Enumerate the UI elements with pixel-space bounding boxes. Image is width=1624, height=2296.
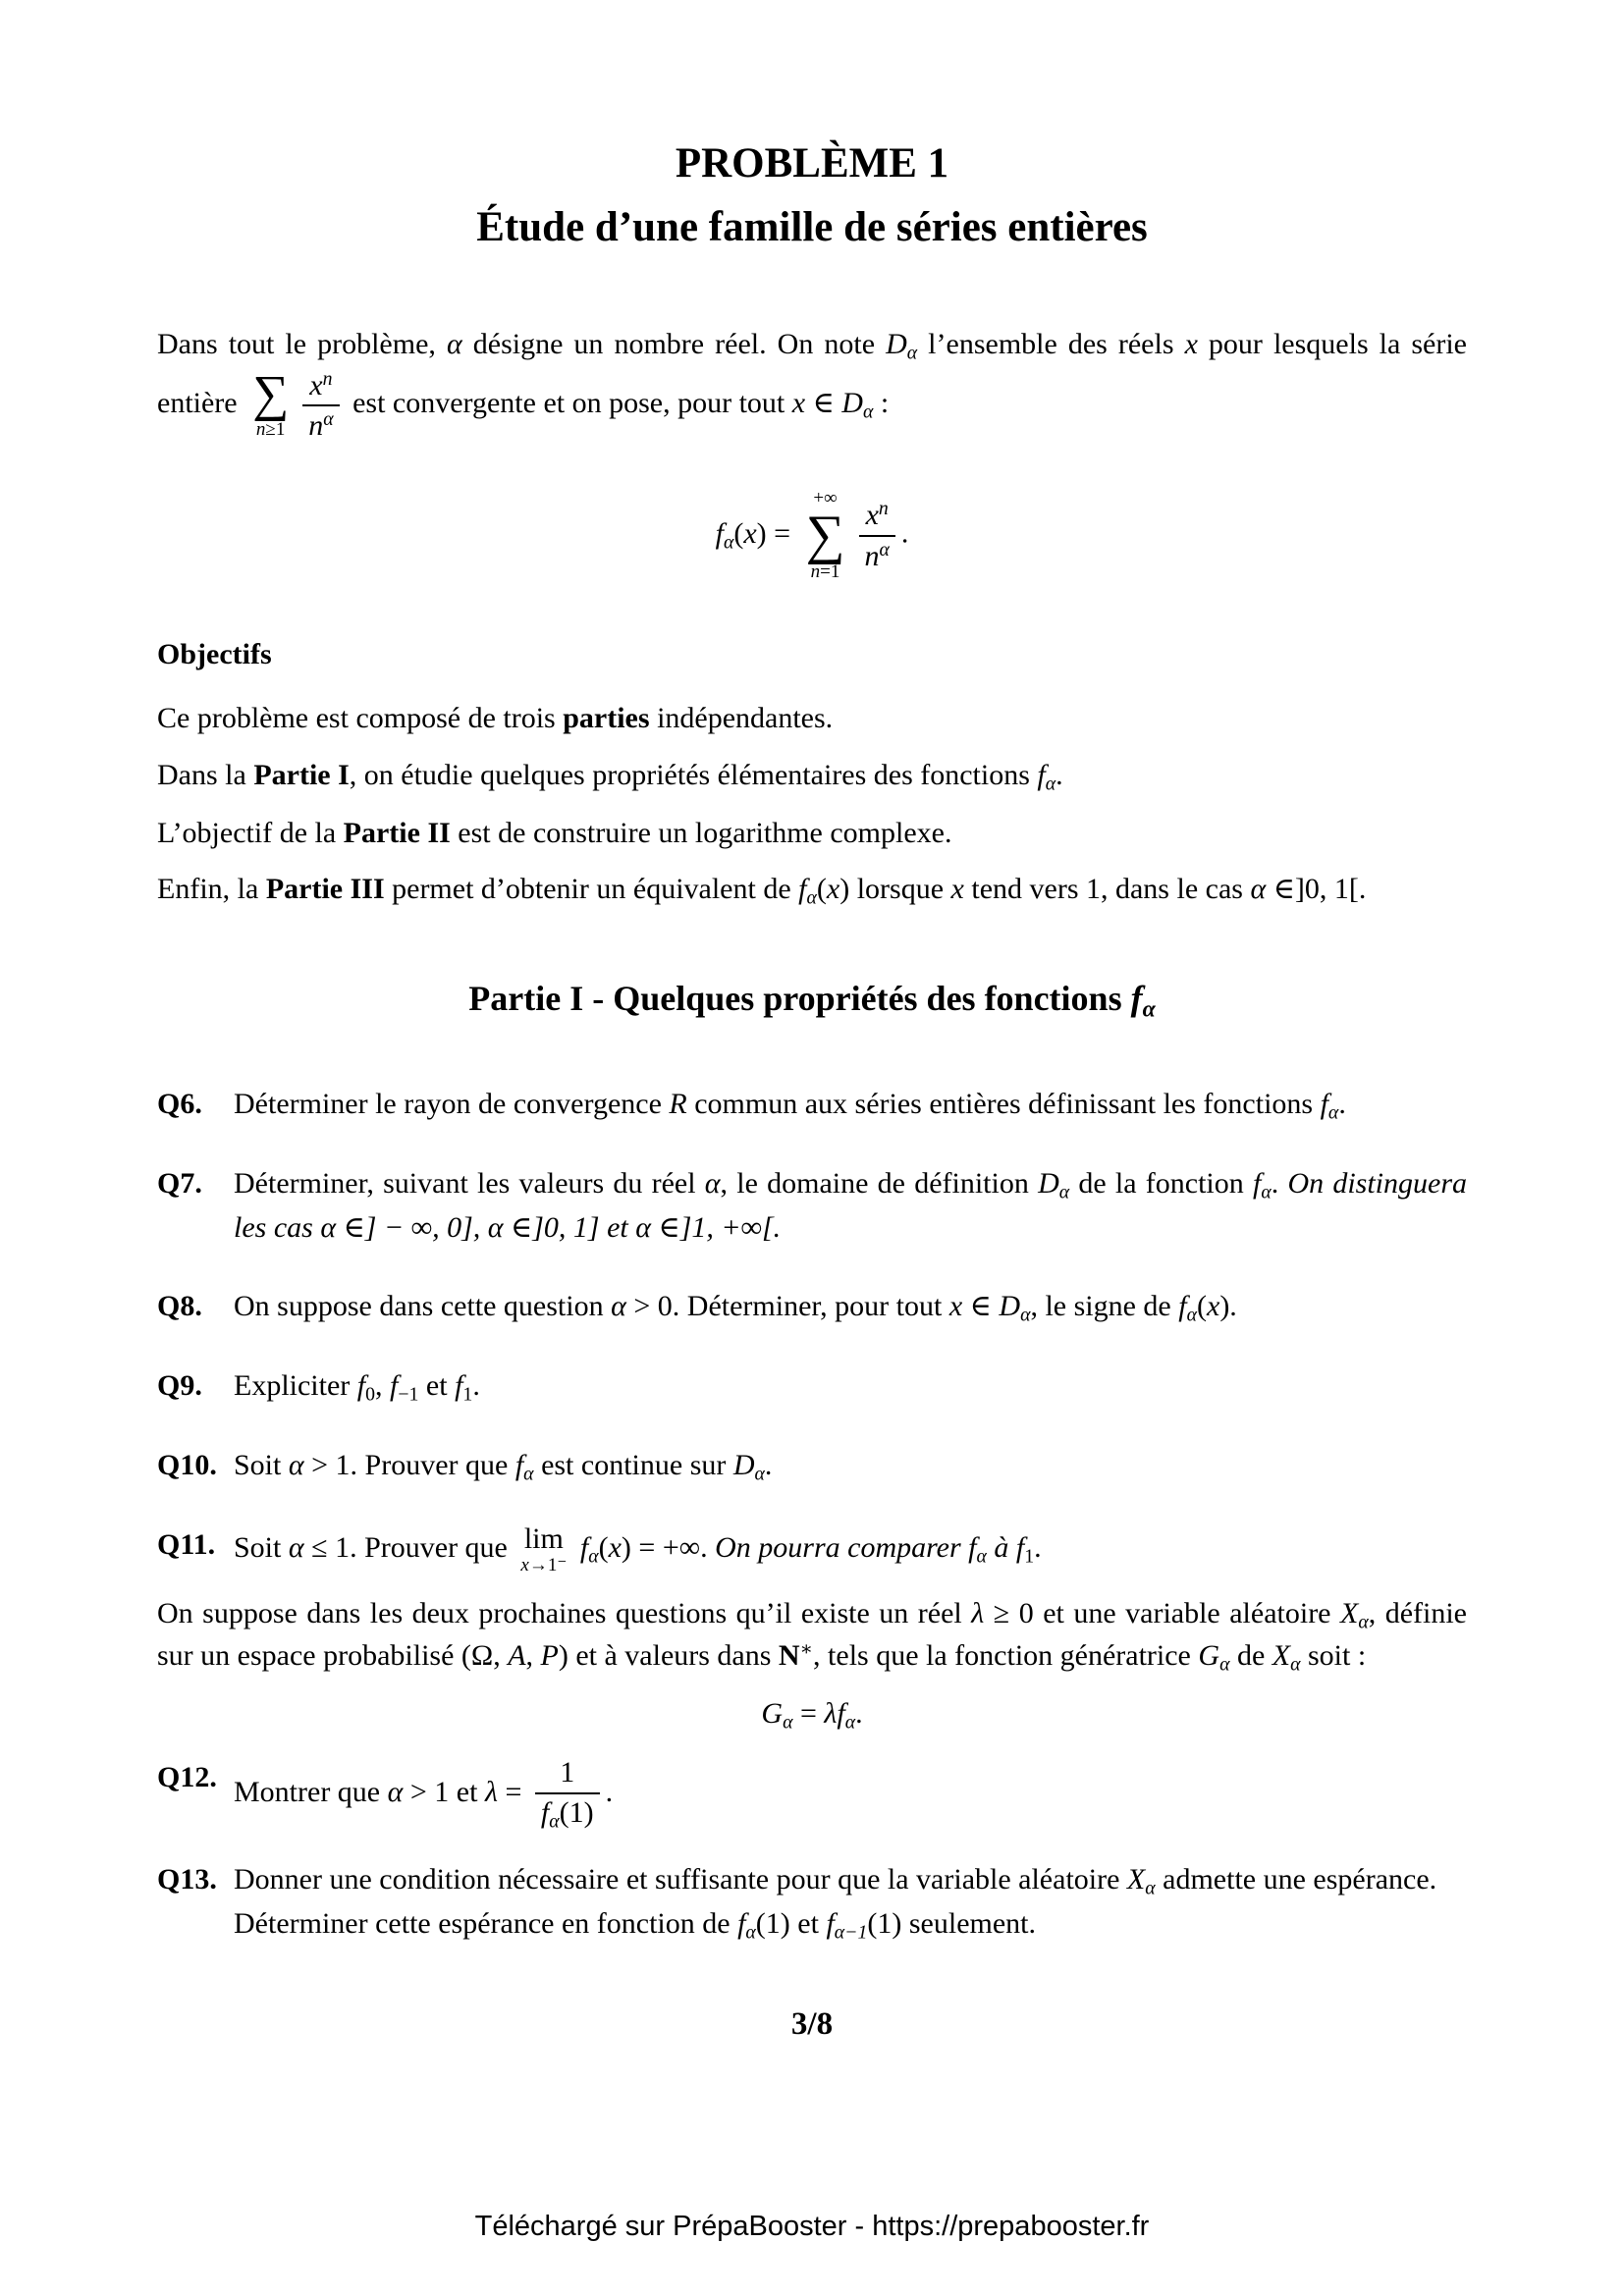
- text-run: 1: [1024, 1546, 1035, 1569]
- equation-period: [901, 517, 909, 550]
- text-run: f: [390, 1368, 399, 1402]
- objectifs-heading: Objectifs: [157, 638, 272, 671]
- lim-word: lim: [523, 1522, 564, 1556]
- text-run: α: [288, 1449, 304, 1482]
- text-run: On suppose dans les deux prochaines questions qu’il existe un réel: [157, 1596, 972, 1629]
- text-run: f: [1252, 1167, 1262, 1201]
- text-run: ) lorsque: [839, 873, 951, 906]
- text-run: [572, 1531, 580, 1564]
- text-run: f: [1178, 1289, 1187, 1322]
- text-run: α: [588, 1546, 599, 1569]
- fraction-numerator: [860, 498, 894, 534]
- text-run: ∈]0, 1]: [503, 1211, 608, 1245]
- question-q12: [157, 1756, 1467, 1833]
- question-label: Q6.: [157, 1087, 202, 1120]
- text-run: commun aux séries entières définissant les fonctions: [686, 1087, 1321, 1120]
- fraction-denominator: [535, 1792, 600, 1833]
- text-run: =: [792, 1697, 825, 1731]
- text-run: parties: [563, 702, 650, 735]
- text-run: est continue sur: [533, 1449, 733, 1482]
- question-label: Q9.: [157, 1368, 202, 1402]
- fraction-denominator: [302, 404, 339, 443]
- text-run: n: [864, 539, 880, 572]
- intro-text-tail: [345, 386, 890, 423]
- text-run: λ: [971, 1596, 985, 1629]
- text-run: , le domaine de définition: [720, 1167, 1039, 1201]
- text-run: α: [1290, 1653, 1301, 1676]
- text-run: Déterminer, suivant les valeurs du réel: [234, 1167, 705, 1201]
- text-run: On distinguera les cas: [234, 1167, 1467, 1245]
- text-run: f: [579, 1531, 589, 1565]
- question-q7: [157, 1162, 1467, 1250]
- text-run: α: [806, 886, 817, 909]
- text-run: :: [873, 386, 890, 419]
- text-run: x: [948, 1289, 963, 1322]
- text-run: f: [1320, 1087, 1328, 1120]
- text-run: α: [879, 538, 890, 561]
- text-run: G: [1198, 1639, 1220, 1673]
- limit-operator: [520, 1523, 567, 1576]
- text-run: permet d’obtenir un équivalent de: [384, 873, 799, 906]
- text-run: .: [855, 1697, 863, 1731]
- text-run: (: [733, 516, 744, 550]
- text-run: =: [497, 1776, 529, 1809]
- text-run: n: [322, 367, 333, 390]
- text-run: X: [1340, 1596, 1359, 1629]
- display-equation-generatrice: [157, 1696, 1467, 1735]
- question-text: [234, 1449, 773, 1485]
- question-text: [234, 1368, 480, 1406]
- text-run: > 1 et: [403, 1776, 485, 1809]
- text-run: x: [608, 1531, 622, 1565]
- text-run: .: [605, 1776, 614, 1809]
- display-fraction: [859, 498, 895, 573]
- text-run: α: [1250, 873, 1267, 906]
- text-run: (: [816, 873, 827, 906]
- text-run: G: [761, 1697, 784, 1731]
- text-run: x: [743, 516, 757, 550]
- text-run: .: [1338, 1087, 1346, 1120]
- text-run: α: [320, 1211, 337, 1245]
- footer-credit: Téléchargé sur PrépaBooster - https://prepabooster.fr: [474, 2211, 1150, 2242]
- text-run: λ: [484, 1776, 498, 1809]
- text-run: α: [1219, 1653, 1230, 1676]
- text-run: Partie II: [343, 816, 451, 849]
- lim-subscript: [520, 1555, 567, 1577]
- problem-title: PROBLÈME 1: [675, 140, 949, 187]
- text-run: α: [976, 1546, 987, 1569]
- text-run: α: [844, 1711, 856, 1734]
- objectifs-list: [157, 697, 1467, 912]
- text-run: Soit: [234, 1449, 289, 1482]
- question-text: [234, 1858, 1467, 1902]
- text-run: D: [841, 386, 863, 419]
- text-run: α: [1261, 1181, 1272, 1203]
- question-body: [234, 1523, 1467, 1576]
- sigma-icon: ∑: [252, 366, 290, 423]
- text-run: et: [607, 1211, 636, 1245]
- text-run: .: [1056, 758, 1063, 791]
- text-run: Déterminer le rayon de convergence: [234, 1087, 670, 1120]
- text-run: α: [783, 1711, 793, 1734]
- text-run: indépendantes.: [649, 702, 834, 735]
- objective-line-4: [157, 868, 1467, 912]
- text-run: et: [418, 1368, 456, 1402]
- text-run: f: [1037, 758, 1046, 791]
- text-run: Déterminer cette espérance en fonction de: [234, 1907, 738, 1941]
- text-run: (: [1196, 1289, 1207, 1322]
- question-text: [234, 1776, 529, 1808]
- question-label: Q12.: [157, 1761, 217, 1794]
- text-run: Donner une condition nécessaire et suffisante pour que la variable aléatoire: [234, 1863, 1127, 1896]
- text-run: α: [862, 400, 874, 423]
- fraction-numerator: [554, 1756, 580, 1792]
- text-run: x: [865, 499, 879, 532]
- text-run: Expliciter: [234, 1368, 357, 1402]
- text-run: tend vers 1, dans le cas: [963, 873, 1251, 906]
- text-run: (1): [559, 1795, 594, 1829]
- page-number: 3/8: [790, 2005, 834, 2042]
- text-run: ∈: [962, 1289, 1000, 1322]
- text-run: > 1. Prouver que: [303, 1449, 515, 1482]
- question-q11: [157, 1523, 1467, 1576]
- text-run: 1: [462, 1383, 473, 1406]
- question-body: [234, 1364, 1467, 1409]
- question-label: Q8.: [157, 1289, 202, 1322]
- text-run: est convergente et on pose, pour tout: [345, 386, 792, 419]
- text-run: , définie sur un espace probabilisé (Ω,: [157, 1596, 1468, 1673]
- text-run: D: [886, 327, 907, 360]
- objective-line-2: [157, 754, 1467, 798]
- text-run: α: [754, 1463, 765, 1485]
- question-q9: [157, 1364, 1467, 1409]
- text-run: On pourra comparer: [715, 1531, 969, 1565]
- text-run: désigne un nombre réel. On note: [461, 327, 887, 360]
- text-run: A: [508, 1639, 526, 1673]
- text-run: α: [1327, 1101, 1339, 1124]
- text-run: Soit: [234, 1531, 289, 1565]
- text-run: x: [1206, 1289, 1220, 1322]
- text-run: f: [798, 873, 807, 906]
- text-run: α: [549, 1810, 560, 1833]
- text-run: de la fonction: [1069, 1167, 1253, 1201]
- text-run: f: [826, 1907, 835, 1941]
- text-run: R: [669, 1087, 687, 1120]
- text-run: α: [1145, 1877, 1156, 1899]
- text-run: ,: [525, 1639, 541, 1673]
- text-run: soit :: [1300, 1639, 1367, 1673]
- text-run: α: [1020, 1304, 1031, 1326]
- text-run: ) et à valeurs dans: [558, 1639, 779, 1673]
- text-run: f: [1130, 978, 1143, 1018]
- text-run: α: [523, 1463, 534, 1485]
- text-run: ).: [1219, 1289, 1237, 1322]
- text-run: f: [1015, 1531, 1025, 1565]
- question-body: [234, 1756, 1467, 1833]
- text-run: pour lesquels la série entière: [157, 327, 1467, 419]
- problem-subtitle: Étude d’une famille de séries entières: [476, 204, 1148, 251]
- text-run: , tels que la fonction génératrice: [813, 1639, 1199, 1673]
- display-equation-f-alpha: [157, 488, 1467, 583]
- display-sum-operator: [806, 488, 845, 583]
- text-run: α: [288, 1531, 304, 1565]
- text-run: ) =: [756, 516, 798, 550]
- text-run: Partie I - Quelques propriétés des fonctions: [468, 978, 1131, 1018]
- text-run: .: [1271, 1167, 1288, 1201]
- text-run: Enfin, la: [157, 873, 266, 906]
- text-run: (1) seulement.: [867, 1907, 1037, 1941]
- random-variable-paragraph: [157, 1593, 1467, 1679]
- text-run: f: [737, 1907, 746, 1941]
- text-run: −1: [398, 1383, 419, 1406]
- text-run: α: [1358, 1611, 1369, 1633]
- question-text: [234, 1289, 1237, 1326]
- text-run: α: [723, 531, 734, 554]
- text-run: ) = +∞.: [621, 1531, 716, 1565]
- text-run: ≥1: [265, 418, 286, 440]
- part1-heading: [157, 978, 1467, 1024]
- text-run: N: [778, 1639, 800, 1673]
- intro-paragraph: [157, 323, 1467, 443]
- fraction-denominator: [859, 535, 895, 573]
- text-run: +∞: [813, 488, 838, 509]
- text-run: ,: [375, 1368, 391, 1402]
- text-run: f: [837, 1697, 845, 1731]
- sum-lower-limit: [256, 419, 285, 441]
- question-label: Q11.: [157, 1528, 216, 1562]
- question-body: [234, 1162, 1467, 1250]
- text-run: ∈: [805, 386, 842, 419]
- text-run: x: [520, 1554, 529, 1575]
- text-run: x: [826, 873, 840, 906]
- text-run: α: [323, 407, 334, 430]
- question-q13: [157, 1858, 1467, 1947]
- text-run: n: [878, 498, 889, 520]
- text-run: On suppose dans cette question: [234, 1289, 612, 1322]
- text-run: f: [356, 1368, 366, 1402]
- text-run: ∈]1, +∞[.: [650, 1211, 782, 1245]
- text-run: , on étudie quelques propriétés élémentaires des fonctions: [349, 758, 1038, 791]
- text-run: n: [308, 408, 324, 442]
- text-run: ∈]0, 1[.: [1266, 873, 1367, 906]
- text-run: l’ensemble des réels: [917, 327, 1185, 360]
- text-run: f: [540, 1795, 550, 1829]
- text-run: .: [1034, 1531, 1042, 1565]
- text-run: (: [598, 1531, 609, 1565]
- text-run: X: [1126, 1863, 1146, 1896]
- text-run: →1⁻: [528, 1554, 568, 1575]
- text-run: ∗: [799, 1638, 814, 1661]
- objective-line-1: [157, 697, 1467, 740]
- objective-line-3: [157, 812, 1467, 855]
- inline-sum-operator: [252, 366, 290, 440]
- text-run: Partie I: [253, 758, 350, 791]
- text-run: α: [611, 1289, 626, 1322]
- fraction-numerator: [303, 368, 338, 404]
- question-label: Q7.: [157, 1167, 202, 1201]
- text-run: .: [900, 516, 909, 550]
- text-run: λ: [824, 1697, 838, 1731]
- question-body: [234, 1444, 1467, 1488]
- question-q6: [157, 1083, 1467, 1127]
- question-text: [234, 1902, 1467, 1947]
- text-run: .: [472, 1368, 480, 1402]
- question-text: [234, 1087, 1346, 1124]
- text-run: ≥ 0 et une variable aléatoire: [984, 1596, 1340, 1629]
- text-run: n: [255, 418, 266, 440]
- question-text: [606, 1776, 614, 1808]
- text-run: x: [1184, 327, 1198, 360]
- text-run: ≤ 1. Prouver que: [303, 1531, 515, 1565]
- text-run: α: [1045, 773, 1056, 795]
- text-run: =1: [820, 561, 840, 583]
- text-run: admette une espérance.: [1155, 1863, 1437, 1896]
- text-run: α: [387, 1776, 404, 1809]
- text-run: X: [1272, 1639, 1291, 1673]
- text-run: à: [986, 1531, 1016, 1565]
- text-run: α: [704, 1167, 721, 1201]
- equation-text: [761, 1697, 863, 1734]
- text-run: > 0. Déterminer, pour tout: [625, 1289, 949, 1322]
- text-run: 1: [560, 1756, 575, 1789]
- text-run: 0: [365, 1383, 376, 1406]
- text-run: f: [968, 1531, 977, 1565]
- question-body: [234, 1858, 1467, 1947]
- text-run: .: [764, 1449, 773, 1482]
- text-run: α: [1186, 1304, 1197, 1326]
- question-label: Q13.: [157, 1863, 217, 1896]
- question-body: [234, 1083, 1467, 1127]
- text-run: α: [487, 1211, 504, 1245]
- text-run: L’objectif de la: [157, 816, 344, 849]
- text-run: D: [999, 1289, 1021, 1322]
- lambda-fraction: [535, 1756, 600, 1833]
- text-run: n: [810, 561, 821, 583]
- text-run: f: [455, 1368, 463, 1402]
- sum-lower-limit: [811, 561, 840, 583]
- inline-fraction: [302, 368, 339, 444]
- question-text: [234, 1531, 514, 1564]
- text-run: ∈] − ∞, 0],: [336, 1211, 488, 1245]
- text-run: α−1: [834, 1921, 868, 1944]
- text-run: x: [791, 386, 806, 419]
- text-run: D: [732, 1449, 755, 1482]
- text-run: x: [309, 368, 323, 401]
- text-run: α: [906, 342, 918, 364]
- equation-lhs: [715, 516, 798, 554]
- text-run: α: [1142, 996, 1156, 1023]
- question-text: [572, 1531, 1042, 1569]
- question-body: [234, 1285, 1467, 1329]
- text-run: de: [1229, 1639, 1272, 1673]
- text-run: est de construire un logarithme complexe.: [450, 816, 952, 849]
- text-run: α: [446, 327, 462, 360]
- text-run: (1) et: [755, 1907, 827, 1941]
- text-run: Montrer que: [234, 1776, 388, 1809]
- text-run: , le signe de: [1030, 1289, 1179, 1322]
- text-run: α: [635, 1211, 651, 1245]
- sigma-icon: ∑: [805, 505, 845, 566]
- text-run: x: [950, 873, 964, 906]
- text-run: f: [715, 516, 724, 550]
- question-label: Q10.: [157, 1449, 217, 1482]
- text-run: α: [1058, 1181, 1070, 1203]
- text-run: Partie III: [265, 873, 385, 906]
- question-q10: [157, 1444, 1467, 1488]
- text-run: P: [540, 1639, 559, 1673]
- text-run: Dans tout le problème,: [157, 327, 447, 360]
- question-text: [234, 1167, 1467, 1244]
- text-run: Dans la: [157, 758, 254, 791]
- question-q8: [157, 1285, 1467, 1329]
- text-run: D: [1038, 1167, 1059, 1201]
- text-run: Ce problème est composé de trois: [157, 702, 564, 735]
- text-run: f: [514, 1449, 524, 1482]
- text-run: α: [745, 1921, 756, 1944]
